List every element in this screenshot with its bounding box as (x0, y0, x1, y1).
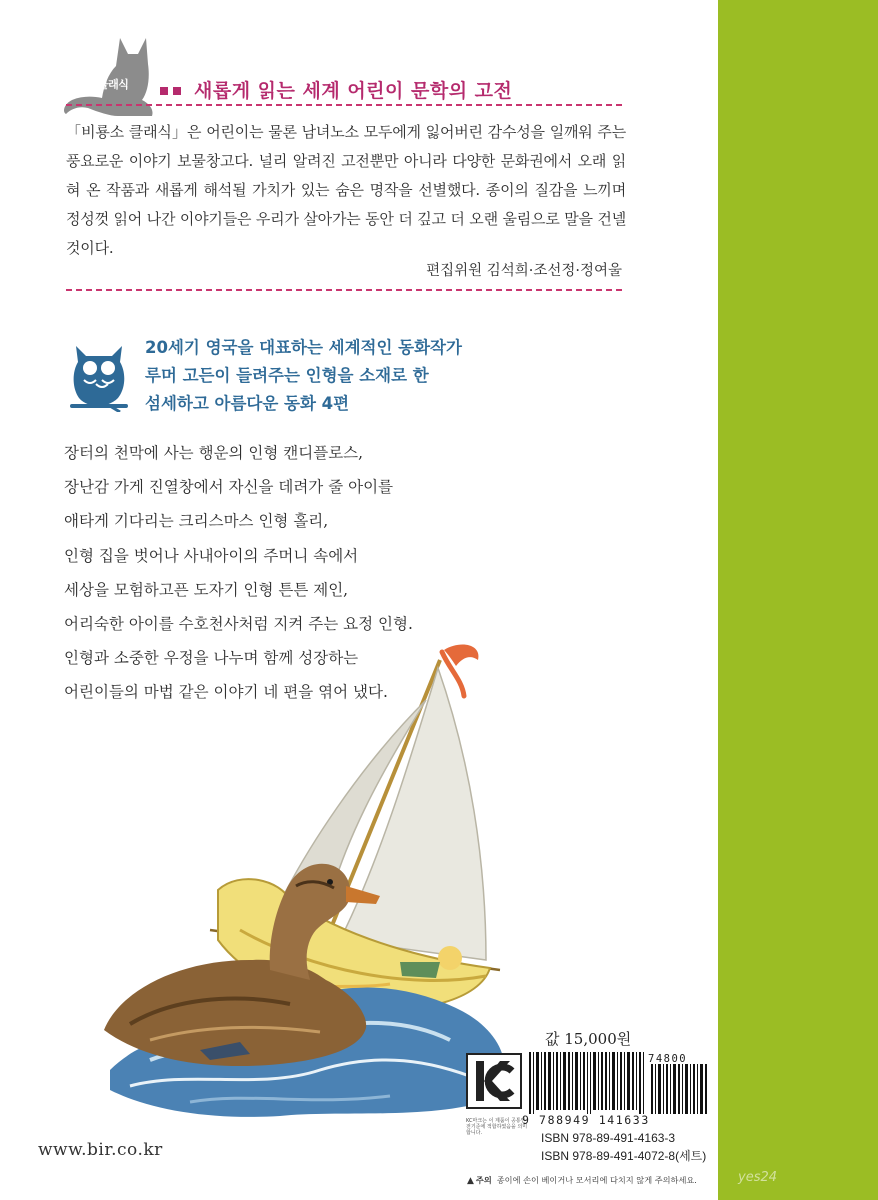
description-line: 어린이들의 마법 같은 이야기 네 편을 엮어 냈다. (64, 683, 388, 702)
intro-paragraph: 「비룡소 클래식」은 어린이는 물론 남녀노소 모두에게 잃어버린 감수성을 일깨워 주는 풍요로운 이야기 보물창고다. 널리 알려진 고전뿐만 아니라 다양한 문화권에서 오래 읽혀 온 작품과 새롭게 해석될 가치가 있는 숨은 명작을 선별했다. 종이의 질감을 느끼며 정성껏 읽어 나간 이야기들은 우리가 살아가는 동안 더 깊고 더 오랜 울림으로 말을 건넬 것이다. (66, 123, 626, 257)
description-line: 인형 집을 벗어나 사내아이의 주머니 속에서 (64, 546, 359, 565)
editors-credit: 편집위원 김석희·조선정·정여울 (426, 263, 622, 279)
series-title: 새롭게 읽는 세계 어린이 문학의 고전 (194, 80, 513, 102)
description-line: 장난감 가게 진열창에서 자신을 데려가 줄 아이를 (64, 478, 394, 497)
dashed-rule-top (66, 104, 622, 106)
kc-mark-icon (466, 1053, 522, 1109)
logo-text-line2: 클래식 (98, 78, 129, 91)
spine-strip (718, 0, 878, 1200)
caution-label: 주의 (475, 1175, 492, 1185)
caution-note (467, 1175, 697, 1186)
dashed-rule-bottom (66, 289, 622, 291)
description-line: 애타게 기다리는 크리스마스 인형 홀리, (64, 512, 329, 531)
isbn-2: ISBN 978-89-491-4072-8(세트) (541, 1149, 707, 1163)
barcode-addon-digits: 74800 (648, 1053, 688, 1065)
isbn-1: ISBN 978-89-491-4163-3 (541, 1131, 676, 1145)
series-header (160, 76, 512, 103)
warning-icon: ▲ (467, 1175, 474, 1186)
duck-sailboat-illustration (90, 640, 530, 1120)
watermark: yes24 (738, 1170, 778, 1185)
highlight-line: 루머 고든이 들려주는 인형을 소재로 한 (145, 366, 429, 385)
publisher-url: www.bir.co.kr (38, 1140, 163, 1160)
kc-note: KC마크는 이 제품이 공통안전기준에 적합하였음을 의미합니다. (466, 1118, 528, 1136)
description-line: 장터의 천막에 사는 행운의 인형 캔디플로스, (64, 444, 364, 462)
highlight-text (145, 334, 645, 418)
header-bullets (160, 80, 186, 99)
owl-icon (70, 340, 128, 412)
price-label: 값 15,000원 (545, 1030, 632, 1048)
highlight-line: 섬세하고 아름다운 동화 4편 (145, 394, 350, 413)
description-line: 어리숙한 아이를 수호천사처럼 지켜 주는 요정 인형. (64, 615, 413, 634)
description-line: 세상을 모험하고픈 도자기 인형 튼튼 제인, (64, 580, 349, 599)
logo-text-line1: 비룡소 (63, 64, 94, 77)
caution-text: 종이에 손이 베이거나 모서리에 다치지 않게 주의하세요. (496, 1175, 697, 1185)
description-line: 인형과 소중한 우정을 나누며 함께 성장하는 (64, 649, 359, 668)
barcode-digits: 9 788949 141633 (522, 1113, 650, 1127)
highlight-line: 20세기 영국을 대표하는 세계적인 동화작가 (145, 338, 462, 357)
